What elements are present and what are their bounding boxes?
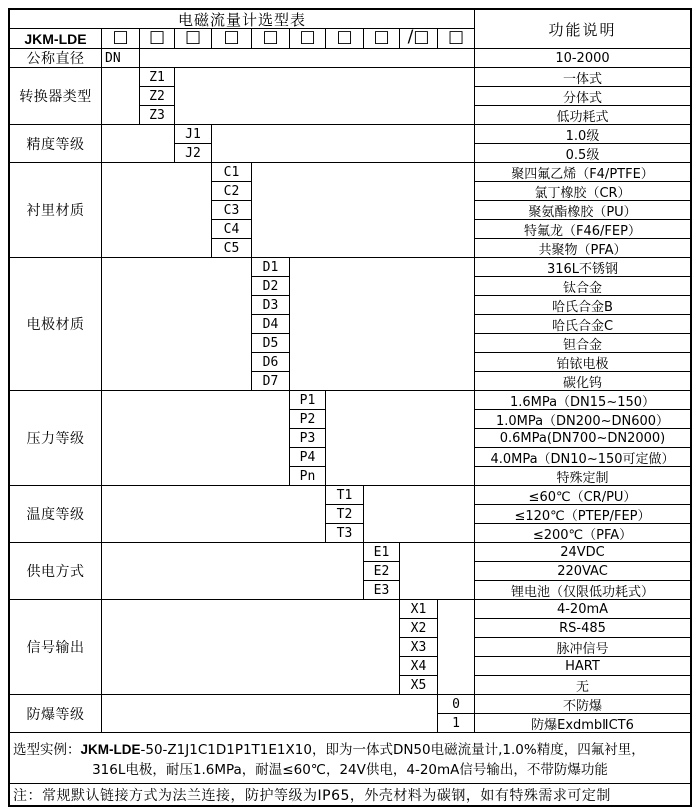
empty-spacer-cell xyxy=(326,391,474,485)
option-code: C4 xyxy=(212,220,251,238)
model-code-checkbox-icon: □ xyxy=(438,29,474,48)
option-description: 聚氨酯橡胶（PU） xyxy=(475,201,690,219)
model-code-checkbox-icon: □ xyxy=(212,29,251,48)
empty-spacer-cell xyxy=(438,600,474,694)
option-code: J1 xyxy=(175,125,211,143)
group-label: 电极材质 xyxy=(10,258,101,390)
option-description: 4.0MPa（DN10~150可定做） xyxy=(475,448,690,466)
example-line-2: 316L电极，耐压1.6MPa，耐温≤60℃，24V供电，4-20mA信号输出，不带防爆功能 xyxy=(92,762,608,778)
group-label: 精度等级 xyxy=(10,125,101,162)
model-code-checkbox-icon: /□ xyxy=(400,29,437,48)
option-description: RS-485 xyxy=(475,619,690,637)
option-code: E3 xyxy=(364,581,399,599)
model-code-checkbox-icon: □ xyxy=(140,29,174,48)
empty-spacer-cell xyxy=(252,163,474,257)
option-code: C2 xyxy=(212,182,251,200)
group-label: 衬里材质 xyxy=(10,163,101,257)
model-code-checkbox-icon: □ xyxy=(364,29,399,48)
option-code: T1 xyxy=(326,486,363,504)
option-description: ≤120℃（PTEP/FEP） xyxy=(475,505,690,523)
group-label: 温度等级 xyxy=(10,486,101,542)
page-title: 电磁流量计选型表 xyxy=(10,10,474,28)
empty-spacer-cell xyxy=(102,695,437,732)
option-description: 低功耗式 xyxy=(475,106,690,124)
option-description: 共聚物（PFA） xyxy=(475,239,690,257)
option-description: 一体式 xyxy=(475,68,690,86)
option-description: 铂铱电极 xyxy=(475,353,690,371)
example-model: JKM-LDE xyxy=(80,742,141,757)
empty-spacer-cell xyxy=(102,543,363,599)
option-code: X1 xyxy=(400,600,437,618)
empty-spacer-cell xyxy=(102,258,251,390)
option-code: P2 xyxy=(290,410,325,428)
option-description: 316L不锈钢 xyxy=(475,258,690,276)
model-prefix: JKM-LDE xyxy=(10,29,101,48)
group-label: 供电方式 xyxy=(10,543,101,599)
model-code-checkbox-icon: □ xyxy=(175,29,211,48)
option-description: 氯丁橡胶（CR） xyxy=(475,182,690,200)
option-description: 脉冲信号 xyxy=(475,638,690,656)
option-code: D5 xyxy=(252,334,289,352)
option-description: 钛合金 xyxy=(475,277,690,295)
option-code: T3 xyxy=(326,524,363,542)
option-code: D6 xyxy=(252,353,289,371)
option-code: P1 xyxy=(290,391,325,409)
option-code: T2 xyxy=(326,505,363,523)
option-code: C3 xyxy=(212,201,251,219)
option-description: 0.5级 xyxy=(475,144,690,162)
function-column-header: 功能说明 xyxy=(475,10,690,48)
option-description: 分体式 xyxy=(475,87,690,105)
option-description: 220VAC xyxy=(475,562,690,580)
example-rest: -50-Z1J1C1D1P1T1E1X10，即为一体式DN50电磁流量计,1.0%精度，四氟衬里， xyxy=(140,742,645,758)
empty-spacer-cell xyxy=(290,258,474,390)
option-description: 不防爆 xyxy=(475,695,690,713)
option-description: 特氟龙（F46/FEP） xyxy=(475,220,690,238)
option-description: 1.6MPa（DN15~150） xyxy=(475,391,690,409)
option-description: 碳化钨 xyxy=(475,372,690,390)
option-code: 1 xyxy=(438,714,474,732)
empty-spacer-cell xyxy=(102,163,211,257)
option-code: X5 xyxy=(400,676,437,694)
option-description: 聚四氟乙烯（F4/PTFE） xyxy=(475,163,690,181)
empty-spacer-cell xyxy=(102,600,399,694)
option-description: 1.0MPa（DN200~DN600） xyxy=(475,410,690,428)
option-code: D7 xyxy=(252,372,289,390)
model-code-checkbox-icon: □ xyxy=(326,29,363,48)
model-code-checkbox-icon: □ xyxy=(252,29,289,48)
option-code: Z1 xyxy=(140,68,174,86)
option-code: E2 xyxy=(364,562,399,580)
option-code: Pn xyxy=(290,467,325,485)
option-description: 钽合金 xyxy=(475,334,690,352)
option-code: P3 xyxy=(290,429,325,447)
empty-spacer-cell xyxy=(212,125,474,162)
empty-spacer-cell xyxy=(400,543,474,599)
option-code: Z2 xyxy=(140,87,174,105)
example-line-1 xyxy=(13,738,687,758)
option-code: X4 xyxy=(400,657,437,675)
option-description: 哈氏合金B xyxy=(475,296,690,314)
option-code: D3 xyxy=(252,296,289,314)
option-code: J2 xyxy=(175,144,211,162)
example-row xyxy=(10,733,690,783)
option-code: C1 xyxy=(212,163,251,181)
empty-spacer-cell xyxy=(102,125,174,162)
option-description: 特殊定制 xyxy=(475,467,690,485)
group-label: 防爆等级 xyxy=(10,695,101,732)
group-label: 信号输出 xyxy=(10,600,101,694)
option-description: 4-20mA xyxy=(475,600,690,618)
option-description: 锂电池（仅限低功耗式） xyxy=(475,581,690,599)
option-code: X2 xyxy=(400,619,437,637)
option-description: 防爆ExdmbⅡCT6 xyxy=(475,714,690,732)
option-code: X3 xyxy=(400,638,437,656)
option-code: D1 xyxy=(252,258,289,276)
empty-spacer-cell xyxy=(140,49,474,67)
option-description: 无 xyxy=(475,676,690,694)
option-code: P4 xyxy=(290,448,325,466)
group-label: 压力等级 xyxy=(10,391,101,485)
note-row: 注：常规默认链接方式为法兰连接，防护等级为IP65，外壳材料为碳钢，如有特殊需求可定制 xyxy=(10,784,690,805)
model-code-checkbox-icon: □ xyxy=(290,29,325,48)
example-prefix: 选型实例： xyxy=(13,742,81,758)
option-code: 0 xyxy=(438,695,474,713)
option-code: E1 xyxy=(364,543,399,561)
option-description: 24VDC xyxy=(475,543,690,561)
empty-spacer-cell xyxy=(175,68,474,124)
option-code: D2 xyxy=(252,277,289,295)
option-description: 哈氏合金C xyxy=(475,315,690,333)
selection-table xyxy=(8,8,692,807)
option-description: 1.0级 xyxy=(475,125,690,143)
option-description: 0.6MPa(DN700~DN2000) xyxy=(475,429,690,447)
empty-spacer-cell xyxy=(364,486,474,542)
option-description: 10-2000 xyxy=(475,49,690,67)
option-code: DN xyxy=(102,49,139,67)
group-label: 公称直径 xyxy=(10,49,101,67)
option-code: C5 xyxy=(212,239,251,257)
group-label: 转换器类型 xyxy=(10,68,101,124)
empty-spacer-cell xyxy=(102,486,325,542)
option-description: ≤200℃（PFA） xyxy=(475,524,690,542)
option-code: D4 xyxy=(252,315,289,333)
model-code-checkbox-icon: □ xyxy=(102,29,139,48)
empty-spacer-cell xyxy=(102,391,289,485)
option-description: HART xyxy=(475,657,690,675)
option-description: ≤60℃（CR/PU） xyxy=(475,486,690,504)
option-code: Z3 xyxy=(140,106,174,124)
empty-spacer-cell xyxy=(102,68,139,124)
